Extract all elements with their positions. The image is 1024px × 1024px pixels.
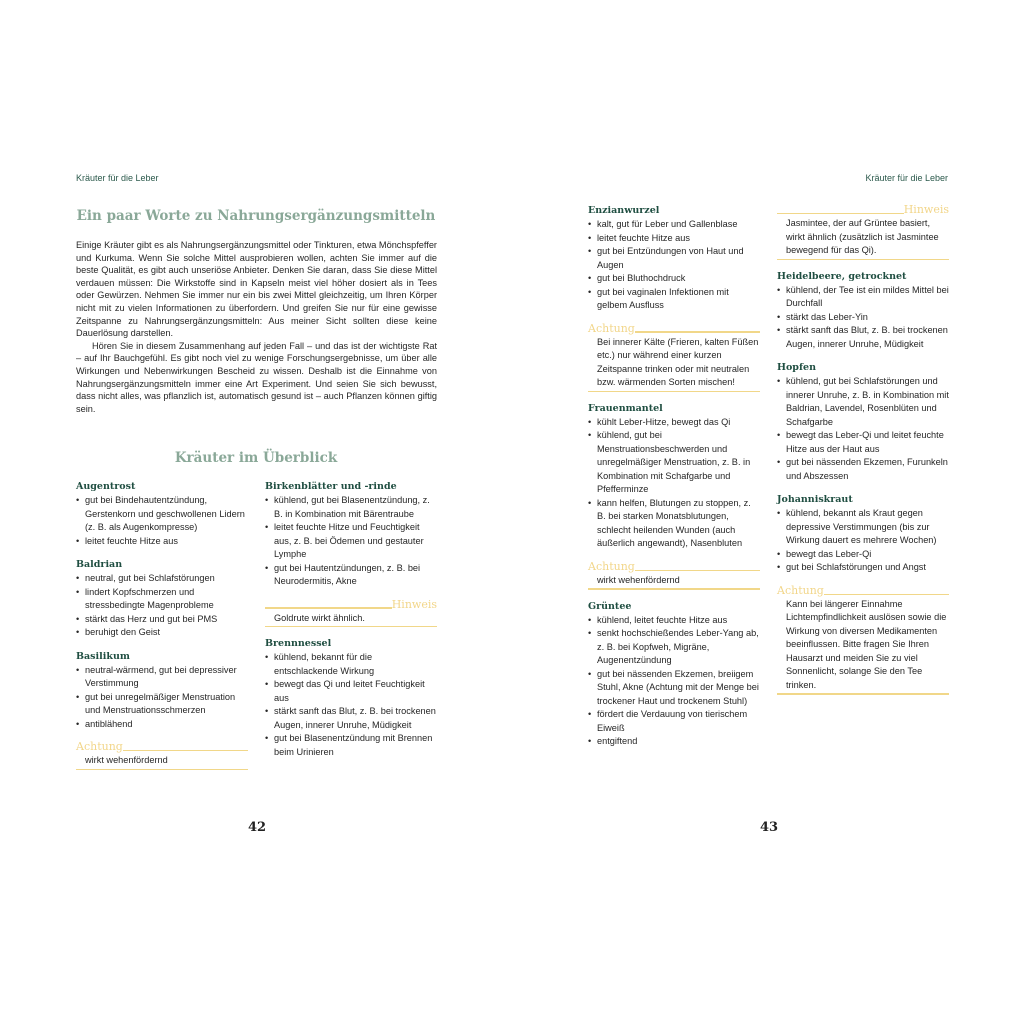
note-text: wirkt wehenfördernd [597,574,680,585]
running-head: Kräuter für die Leber [76,173,159,183]
divider [588,588,760,589]
list-item: • bewegt das Qi und leitet Feuchtigkeit aus [265,678,437,705]
list-item: • kühlend, der Tee ist ein mildes Mittel bei Durchfall [777,284,949,311]
divider [76,769,248,770]
herb-title: Birkenblätter und -rinde [265,481,397,492]
hint-label: Hinweis [391,597,437,611]
paragraph: Hören Sie in diesem Zusammenhang auf jeden Fall – und das ist der wichtigste Rat – auf Ihr Bauchgefühl. Es gibt noch viel zu wenige Forschungsergebnisse, um über alle Wirkungen und Nebenwirkungen Bescheid zu wissen. Deshalb ist die Einnahme von Nahrungsergänzungsmitteln immer eine Art Experiment. Und seien Sie sich bewusst, dass nicht alles, was pflanzlich ist, automatisch gesund ist – auch Pflanzen können giftig sein. [76,340,437,414]
overview-title: Kräuter im Überblick [174,450,338,466]
herb-entry-heidelbeere [777,270,949,352]
herb-title: Enzianwurzel [588,205,660,216]
herb-title: Augentrost [76,481,136,492]
herb-entry-johanniskraut [777,493,949,575]
herb-title: Basilikum [76,650,130,662]
herb-column [265,480,437,769]
list-item: • entgiftend [588,735,760,749]
herb-entry-hopfen [777,361,949,483]
divider [635,570,760,571]
list-item: • kühlend, bekannt als Kraut gegen depressive Verstimmungen (bis zur Wirkung dauert es mehrere Wochen) [777,507,949,548]
list-item: • gut bei Schlafstörungen und Angst [777,561,949,575]
note-text: Kann bei längerer Einnahme Lichtempfindlichkeit auslösen sowie die Wirkung von diversen Medikamenten beeinflussen. Bitte fragen Sie Ihren Hausarzt und meiden Sie zu viel Sonnenlicht, solange Sie den Tee trinken. [786,598,947,690]
herb-properties [76,664,248,732]
note-text: Jasmintee, der auf Grüntee basiert, wirkt ähnlich (zusätzlich ist Jasmintee bewegend für das Qi). [786,218,939,255]
page-number: 42 [248,820,267,835]
divider [777,693,949,694]
paragraph: Einige Kräuter gibt es als Nahrungsergänzungsmittel oder Tinkturen, etwa Mönchspfeffer und Kurkuma. Wenn Sie solche Mittel ausprobieren wollen, achten Sie immer auf die beste Qualität, es gibt auch unseriöse Anbieter. Denken Sie daran, dass Sie diese Mittel verdauen müssen: Die Wirkstoffe sind in Kapseln meist viel höher dosiert als in Tees oder Gewürzen. Nehmen Sie immer nur ein bis zwei Mittel gleichzeitig, um Ihren Körper nicht mit zu vielen Informationen zu überfordern. Und greifen Sie nur für eine gewisse Zeitspanne zu Nahrungsergänzungsmitteln: Aus meiner Sicht sollten diese keine Dauerlösung darstellen. [76,240,437,339]
herb-entry-frauenmantel [588,402,760,551]
list-item: • kalt, gut für Leber und Gallenblase [588,218,760,232]
caution-label: Achtung [588,559,635,573]
list-item: • neutral-wärmend, gut bei depressiver Verstimmung [76,664,248,691]
list-item: • gut bei Blasenentzündung mit Brennen beim Urinieren [265,732,437,759]
herb-properties [588,218,760,313]
herb-properties [76,572,248,640]
herb-properties [777,507,949,575]
herb-title: Johanniskraut [777,494,853,506]
list-item: • kühlend, gut bei Blasenentzündung, z. B. in Kombination mit Bärentraube [265,494,437,521]
herb-properties [265,494,437,589]
herb-properties [76,494,248,548]
list-item: • gut bei Bluthochdruck [588,272,760,286]
divider [777,259,949,260]
list-item: • bewegt das Leber-Qi und leitet feuchte Hitze aus der Haut aus [777,429,949,456]
list-item: • gut bei nässenden Ekzemen, breiigem Stuhl, Akne (Achtung mit der Menge bei trockener Haut und trockenem Stuhl) [588,668,760,709]
herb-entry-gruentee [588,600,760,749]
list-item: • gut bei nässenden Ekzemen, Furunkeln und Abszessen [777,456,949,483]
herb-column [76,480,248,780]
herb-entry-enzianwurzel [588,204,760,313]
divider [265,626,437,627]
list-item: • leitet feuchte Hitze und Feuchtigkeit aus, z. B. bei Ödemen und gestauter Lymphe [265,521,437,562]
divider [635,331,760,332]
herb-properties [777,375,949,483]
herb-title: Grüntee [588,600,632,612]
herb-title: Brennnessel [265,638,332,650]
list-item: • neutral, gut bei Schlafstörungen [76,572,248,586]
caution-note [588,323,760,392]
caution-label: Achtung [588,321,635,335]
list-item: • kann helfen, Blutungen zu stoppen, z. B. bei starken Monatsblutungen, schlecht heilenden Wunden (auch äußerlich angewandt), Nasenbluten [588,497,760,551]
herb-entry-augentrost [76,480,248,548]
herb-title: Frauenmantel [588,402,663,414]
herb-entry-baldrian [76,558,248,640]
list-item: • gut bei Entzündungen von Haut und Augen [588,245,760,272]
list-item: • fördert die Verdauung von tierischem Eiweiß [588,708,760,735]
herb-title: Heidelbeere, getrocknet [777,270,907,282]
herb-properties [588,416,760,551]
herb-title: Baldrian [76,559,123,570]
herb-entry-brennnessel [265,637,437,759]
list-item: • stärkt sanft das Blut, z. B. bei trockenen Augen, innerer Unruhe, Müdigkeit [265,705,437,732]
hint-note [777,204,949,260]
list-item: • senkt hochschießendes Leber-Yang ab, z. B. bei Kopfweh, Migräne, Augenentzündung [588,627,760,668]
herb-properties [777,284,949,352]
divider [588,391,760,392]
caution-note [588,561,760,590]
caution-label: Achtung [777,583,824,597]
list-item: • stärkt das Leber-Yin [777,311,949,325]
hint-note [265,599,437,628]
herb-properties [588,614,760,749]
list-item: • gut bei vaginalen Infektionen mit gelbem Ausfluss [588,286,760,313]
list-item: • kühlend, bekannt für die entschlackende Wirkung [265,651,437,678]
list-item: • beruhigt den Geist [76,626,248,640]
list-item: • antiblähend [76,718,248,732]
herb-title: Hopfen [777,362,816,374]
section-title: Ein paar Worte zu Nahrungsergänzungsmitteln [76,208,436,224]
right-page [512,0,1024,1024]
list-item: • kühlend, leitet feuchte Hitze aus [588,614,760,628]
list-item: • kühlt Leber-Hitze, bewegt das Qi [588,416,760,430]
divider [824,594,949,595]
list-item: • bewegt das Leber-Qi [777,548,949,562]
list-item: • gut bei unregelmäßiger Menstruation und Menstruationsschmerzen [76,691,248,718]
list-item: • leitet feuchte Hitze aus [76,535,248,549]
running-head: Kräuter für die Leber [865,173,948,183]
list-item: • gut bei Hautentzündungen, z. B. bei Neurodermitis, Akne [265,562,437,589]
list-item: • lindert Kopfschmerzen und stressbedingte Magenprobleme [76,586,248,613]
list-item: • kühlend, gut bei Menstruationsbeschwerden und unregelmäßiger Menstruation, z. B. in Kombination mit Schafgarbe und Pfefferminze [588,429,760,497]
list-item: • stärkt sanft das Blut, z. B. bei trockenen Augen, innerer Unruhe, Müdigkeit [777,324,949,351]
list-item: • gut bei Bindehautentzündung, Gerstenkorn und geschwollenen Lidern (z. B. als Augenkompresse) [76,494,248,535]
page-number: 43 [760,820,779,835]
herb-column [777,204,949,705]
list-item: • leitet feuchte Hitze aus [588,232,760,246]
body-text [76,239,437,415]
herb-entry-basilikum [76,650,248,732]
divider [777,213,904,214]
note-text: Goldrute wirkt ähnlich. [274,612,365,623]
divider [265,607,392,608]
caution-note [777,585,949,695]
note-text: Bei innerer Kälte (Frieren, kalten Füßen etc.) nur während einer kurzen Zeitspanne trinken oder mit neutralen bzw. wärmenden Sorten mischen! [597,336,759,387]
hint-label: Hinweis [903,203,949,216]
note-text: wirkt wehenfördernd [85,755,168,765]
caution-label: Achtung [76,740,123,753]
divider [123,750,248,751]
list-item: • stärkt das Herz und gut bei PMS [76,613,248,627]
caution-note [76,741,248,770]
list-item: • kühlend, gut bei Schlafstörungen und innerer Unruhe, z. B. in Kombination mit Baldrian, Lavendel, Rosenblüten und Schafgarbe [777,375,949,429]
herb-entry-birkenblaetter [265,480,437,589]
herb-properties [265,651,437,759]
herb-column [588,204,760,759]
